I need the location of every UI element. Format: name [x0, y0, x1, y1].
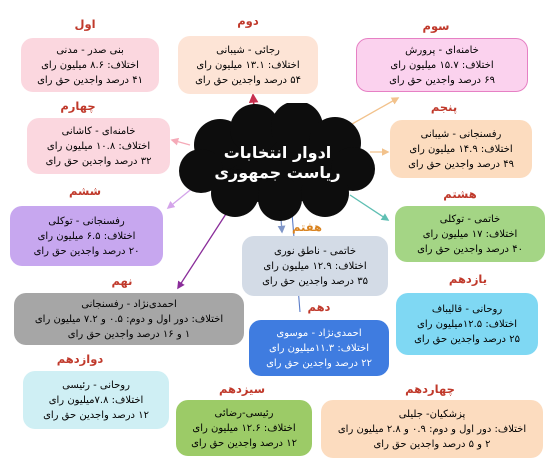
period-9-label: نهم: [111, 274, 133, 288]
period-9-candidates: احمدی‌نژاد - رفسنجانی: [81, 298, 177, 310]
period-2-percent: ۵۴ درصد واجدین حق رای: [195, 74, 301, 86]
period-5-label: پنجم: [430, 100, 458, 114]
period-7-box: [242, 236, 388, 296]
period-3-box: [356, 38, 528, 92]
period-1-percent: ۴۱ درصد واجدین حق رای: [37, 74, 143, 86]
period-4-candidates: خامنه‌ای - کاشانی: [61, 125, 136, 137]
period-14-label: چهاردهم: [405, 382, 455, 396]
period-6-candidates: رفسنجانی - توکلی: [48, 215, 125, 227]
period-11-box: [396, 293, 538, 355]
period-12-candidates: روحانی - رئیسی: [62, 379, 130, 391]
period-10-label: دهم: [307, 300, 331, 314]
period-9-box: [14, 293, 244, 345]
period-7-label: هفتم: [292, 220, 322, 234]
period-8-label: هشتم: [443, 187, 477, 201]
period-14-diff: اختلاف: دور اول و دوم: ۰.۹ و ۲.۸ میلیون رای: [337, 423, 527, 435]
period-10-candidates: احمدی‌نژاد - موسوی: [276, 327, 362, 339]
period-13-box: [176, 400, 312, 456]
period-1-candidates: بنی صدر - مدنی: [56, 44, 124, 56]
period-12-box: [23, 371, 169, 429]
period-4-label: چهارم: [60, 99, 96, 113]
period-10-box: [249, 320, 389, 376]
period-11-label: یازدهم: [448, 272, 488, 286]
period-6-percent: ۲۰ درصد واجدین حق رای: [33, 245, 140, 257]
period-12-label: دوازدهم: [56, 352, 104, 366]
period-6-label: ششم: [68, 184, 102, 198]
period-11-percent: ۲۵ درصد واجدین حق رای: [414, 333, 520, 345]
period-13-diff: اختلاف: ۱۲.۶ میلیون رای: [192, 422, 296, 434]
period-5-candidates: رفسنجانی - شیبانی: [420, 128, 502, 140]
period-4-diff: اختلاف: ۱۰.۸ میلیون رای: [46, 140, 151, 152]
period-10-diff: اختلاف: ۱۱.۳میلیون رای: [269, 342, 369, 354]
period-2-box: [178, 36, 318, 94]
diagram-title: ادوار انتخابات ریاست جمهوری: [214, 143, 341, 182]
period-10-percent: ۲۲ درصد واجدین حق رای: [266, 357, 372, 369]
period-13-label: سیزدهم: [218, 382, 266, 396]
period-4-box: [27, 118, 170, 174]
period-5-box: [390, 120, 532, 178]
period-11-candidates: روحانی - قالیباف: [431, 303, 503, 315]
period-7-diff: اختلاف: ۱۲.۹ میلیون رای: [263, 260, 367, 272]
period-9-diff: اختلاف: دور اول و دوم: ۰.۵ و ۷.۲ میلیون رای: [34, 313, 224, 325]
period-8-candidates: خاتمی - توکلی: [439, 213, 501, 225]
period-1-label: اول: [74, 17, 96, 31]
period-13-candidates: رئیسی-رضائی: [214, 407, 274, 419]
period-7-percent: ۳۵ درصد واجدین حق رای: [262, 275, 368, 287]
period-3-percent: ۶۹ درصد واجدین حق رای: [389, 74, 495, 86]
period-12-percent: ۱۲ درصد واجدین حق رای: [43, 409, 149, 421]
period-13-percent: ۱۲ درصد واجدین حق رای: [191, 437, 297, 449]
period-12-diff: اختلاف: ۷.۸میلیون رای: [48, 394, 144, 406]
period-1-box: [21, 38, 159, 92]
period-6-diff: اختلاف: ۶.۵ میلیون رای: [37, 230, 136, 242]
period-8-percent: ۴۰ درصد واجدین حق رای: [417, 243, 523, 255]
period-11-diff: اختلاف: ۱۲.۵میلیون رای: [417, 318, 517, 330]
period-9-percent: ۱ و ۱۶ درصد واجدین حق رای: [67, 328, 191, 340]
period-6-box: [10, 206, 163, 266]
period-14-candidates: پزشکیان- جلیلی: [398, 408, 466, 420]
period-5-percent: ۴۹ درصد واجدین حق رای: [408, 158, 514, 170]
period-2-candidates: رجائی - شیبانی: [216, 44, 280, 56]
period-3-candidates: خامنه‌ای - پرورش: [405, 44, 479, 56]
period-2-diff: اختلاف: ۱۳.۱ میلیون رای: [196, 59, 300, 71]
period-3-diff: اختلاف: ۱۵.۷ میلیون رای: [390, 59, 494, 71]
period-8-box: [395, 206, 545, 262]
period-3-label: سوم: [422, 19, 450, 33]
period-4-percent: ۳۲ درصد واجدین حق رای: [45, 155, 152, 167]
period-1-diff: اختلاف: ۸.۶ میلیون رای: [41, 59, 139, 71]
period-14-box: [321, 400, 543, 458]
period-8-diff: اختلاف: ۱۷ میلیون رای: [422, 228, 518, 240]
period-2-label: دوم: [237, 14, 259, 28]
period-7-candidates: خاتمی - ناطق نوری: [274, 245, 357, 257]
period-5-diff: اختلاف: ۱۴.۹ میلیون رای: [409, 143, 513, 155]
period-14-percent: ۲ و ۵ درصد واجدین حق رای: [373, 438, 491, 450]
